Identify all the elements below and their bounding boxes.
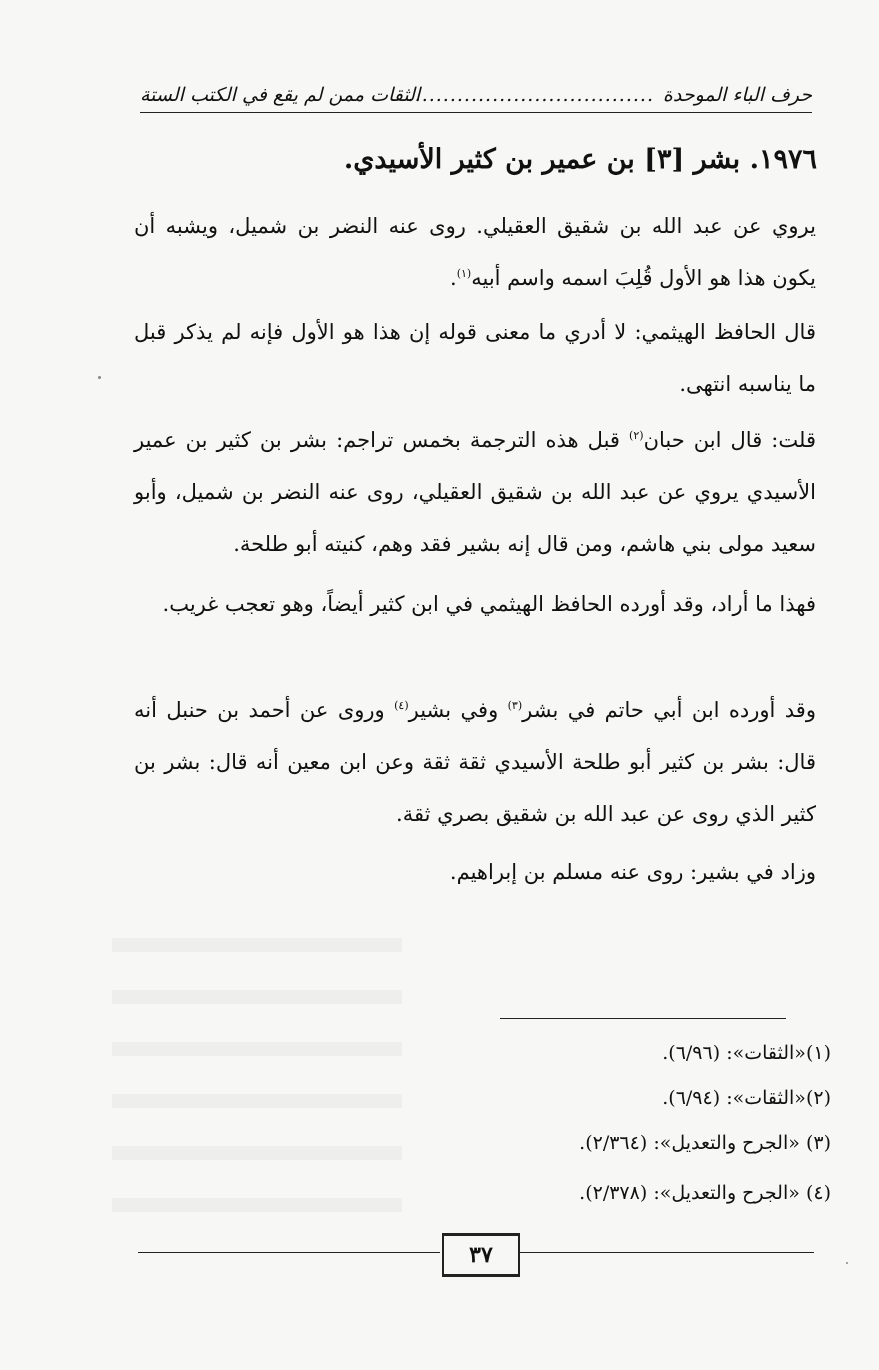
- footer-rule: [520, 1252, 814, 1253]
- footnote: [131, 1128, 831, 1158]
- footnote-number: (٣): [805, 1132, 831, 1154]
- paragraph-text: قبل هذه الترجمة بخمس تراجم: بشر بن كثير بن عمير الأسيدي يروي عن عبد الله بن شقيق العقيلي، روى عنه النضر بن شميل، وأبو سعيد مولى بني هاشم، ومن قال إنه بشير فقد وهم، كنيته أبو طلحة.: [134, 428, 816, 556]
- paragraph: [134, 578, 816, 630]
- footnote: [131, 1038, 831, 1068]
- footnote-ref[interactable]: (١): [456, 267, 472, 280]
- footer-rule: [138, 1252, 440, 1253]
- paragraph-text: وزاد في بشير: روى عنه مسلم بن إبراهيم.: [449, 860, 816, 884]
- footnote-ref[interactable]: (٣): [507, 699, 523, 712]
- footnote-ref-citation: (٦/٩٦).: [662, 1042, 721, 1064]
- paragraph-text: يروي عن عبد الله بن شقيق العقيلي. روى عنه النضر بن شميل، ويشبه أن يكون هذا هو الأول قُلِبَ اسمه واسم أبيه: [134, 214, 816, 290]
- paragraph-text: وفي بشير: [408, 698, 508, 722]
- footnote-ref-citation: (٦/٩٤).: [662, 1087, 721, 1109]
- entry-heading: [117, 138, 817, 182]
- footnote: [131, 1083, 831, 1113]
- paragraph-text: فهذا ما أراد، وقد أورده الحافظ الهيثمي في ابن كثير أيضاً، وهو تعجب غريب.: [162, 592, 816, 616]
- page-number: ٣٧: [442, 1233, 520, 1277]
- entry-number: ١٩٧٦.: [749, 144, 817, 175]
- scan-speck: [98, 376, 101, 379]
- paragraph: [134, 414, 816, 570]
- header-book-title: الثقات ممن لم يقع في الكتب الستة: [140, 84, 421, 106]
- footnote-source: «الجرح والتعديل»:: [653, 1132, 800, 1154]
- header-leader-dots: ...................................: [407, 84, 654, 106]
- paragraph-text: وقد أورده ابن أبي حاتم في بشر: [522, 698, 816, 722]
- footnote-divider: [500, 1018, 786, 1019]
- scan-speck: [846, 1262, 848, 1264]
- footnote-ref-citation: (٢/٣٧٨).: [579, 1182, 648, 1204]
- footnote-source: «الثقات»:: [726, 1087, 806, 1109]
- footnote-source: «الجرح والتعديل»:: [653, 1182, 800, 1204]
- footnote-ref[interactable]: (٢): [629, 429, 644, 442]
- footnote-source: «الثقات»:: [726, 1042, 806, 1064]
- paragraph: [134, 684, 816, 840]
- entry-name: بشر [٣] بن عمير بن كثير الأسيدي.: [343, 144, 741, 175]
- paragraph: [134, 306, 816, 410]
- footnote-number: (٤): [805, 1182, 831, 1204]
- footnote-number: (١): [805, 1042, 831, 1064]
- header-section-title: حرف الباء الموحدة: [662, 84, 812, 106]
- footnote: [131, 1178, 831, 1208]
- footnote-number: (٢): [805, 1087, 831, 1109]
- paragraph: [134, 200, 816, 304]
- paragraph-text: وروى عن أحمد بن حنبل أنه قال: بشر بن كثير أبو طلحة الأسيدي ثقة ثقة وعن ابن معين أنه قال: بشر بن كثير الذي روى عن عبد الله بن شقيق بصري ثقة.: [134, 698, 816, 826]
- footnote-ref-citation: (٢/٣٦٤).: [579, 1132, 648, 1154]
- footnote-ref[interactable]: (٤): [394, 699, 409, 712]
- paragraph-text: قال الحافظ الهيثمي: لا أدري ما معنى قوله إن هذا هو الأول فإنه لم يذكر قبل ما يناسبه انتهى.: [134, 320, 816, 396]
- running-header: [140, 78, 812, 113]
- paragraph: [134, 846, 816, 898]
- paragraph-text: .: [450, 266, 457, 290]
- paragraph-text: قلت: قال ابن حبان: [643, 428, 816, 452]
